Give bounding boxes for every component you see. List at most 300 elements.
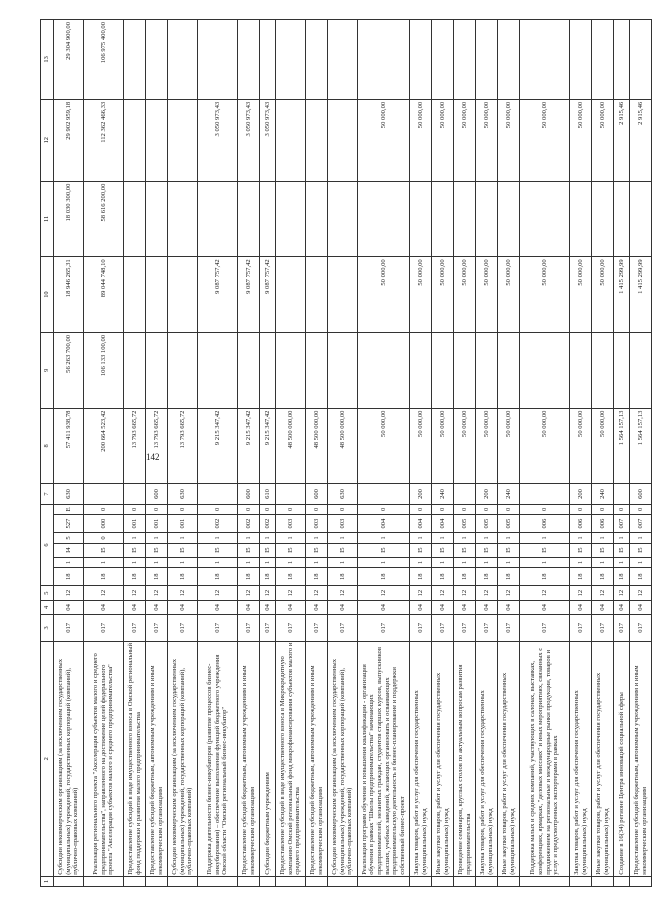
table-cell: 600 xyxy=(146,484,168,504)
table-cell: 12 xyxy=(410,586,432,600)
table-cell: Реализация программ обучения и повышения квалификации - организация обучения в рамках "Школы предпринимательства" начинающих предпринимателей, незанятых граждан, студентов старших курсов, выпускников высших, учебных заведений, желающих организовать и осваивающих предпринимательскую деятельность и бизнес-планирование и поддержки собственный бизнес-проект xyxy=(358,641,410,876)
table-cell xyxy=(276,181,306,257)
table-cell: 017 xyxy=(54,615,84,642)
table-cell xyxy=(84,484,124,504)
table-cell xyxy=(520,20,570,100)
table-cell: 04 xyxy=(454,600,476,614)
table-cell: 50 000,00 xyxy=(358,257,410,333)
table-cell: 18 946 265,31 xyxy=(54,257,84,333)
table-cell: I5 xyxy=(260,543,276,557)
table-cell: 18 xyxy=(198,568,238,586)
table-cell: 600 xyxy=(630,484,652,504)
table-cell: 50 000,00 xyxy=(410,99,432,181)
table-cell: 1 xyxy=(124,533,146,543)
table-cell: 50 000,00 xyxy=(592,257,614,333)
table-cell: 1 xyxy=(146,557,168,567)
table-cell: 50 000,00 xyxy=(454,257,476,333)
table-cell xyxy=(358,484,410,504)
table-cell: 04 xyxy=(358,600,410,614)
table-cell xyxy=(570,876,592,886)
table-cell xyxy=(306,257,328,333)
table-cell: 1 xyxy=(260,533,276,543)
table-cell: 017 xyxy=(432,615,454,642)
table-cell xyxy=(358,181,410,257)
table-row xyxy=(84,20,124,887)
table-cell xyxy=(328,99,358,181)
table-cell: 1 xyxy=(630,557,652,567)
table-cell: I5 xyxy=(520,543,570,557)
table-cell: 48 500 000,00 xyxy=(306,408,328,484)
table-cell: 04 xyxy=(630,600,652,614)
table-row xyxy=(54,20,84,887)
table-cell: Предоставление субсидий в виде имущественного взноса в Микрокредитную компанию Омский региональный фонд микрофинансирования субъектов малого и среднего предпринимательства xyxy=(276,641,306,876)
table-cell xyxy=(476,20,498,100)
table-cell xyxy=(328,876,358,886)
table-cell xyxy=(614,20,630,100)
table-cell: Создание в 16(34) регионе Центра инноваций социальной сферы xyxy=(614,641,630,876)
table-cell: 50 000,00 xyxy=(454,99,476,181)
table-cell xyxy=(168,99,198,181)
table-cell xyxy=(146,332,168,408)
table-cell xyxy=(410,332,432,408)
table-cell: 017 xyxy=(84,615,124,642)
table-cell xyxy=(260,20,276,100)
table-cell: 18 xyxy=(358,568,410,586)
table-cell: 1 xyxy=(238,557,260,567)
table-cell: 1 xyxy=(198,557,238,567)
table-cell: 005 xyxy=(498,514,520,532)
table-cell xyxy=(306,181,328,257)
table-cell: I5 xyxy=(476,543,498,557)
table-cell: 1 xyxy=(84,557,124,567)
table-cell: Субсидии некоммерческим организациям (за исключением государственных (муниципальных) учреждений, государственных корпораций (компаний), публично-правовых компаний) xyxy=(328,641,358,876)
table-cell xyxy=(630,332,652,408)
table-cell: 18 xyxy=(146,568,168,586)
table-cell: 1 415 299,99 xyxy=(614,257,630,333)
table-cell xyxy=(454,332,476,408)
table-cell xyxy=(410,20,432,100)
table-cell: 0 xyxy=(198,504,238,514)
table-cell: 017 xyxy=(146,615,168,642)
table-cell: 1 xyxy=(592,557,614,567)
table-cell xyxy=(306,99,328,181)
table-cell: 12 xyxy=(124,586,146,600)
table-cell: 1 xyxy=(476,557,498,567)
table-cell xyxy=(630,876,652,886)
table-cell xyxy=(614,876,630,886)
table-cell: 200 664 523,42 xyxy=(84,408,124,484)
table-cell xyxy=(306,20,328,100)
table-cell: 04 xyxy=(276,600,306,614)
table-cell: 630 xyxy=(328,484,358,504)
table-cell: 04 xyxy=(306,600,328,614)
table-cell: 002 xyxy=(260,514,276,532)
table-cell: 600 xyxy=(306,484,328,504)
header-cell: 4 xyxy=(41,600,54,614)
table-cell: 18 xyxy=(432,568,454,586)
table-cell: Поддержка малых и средних компаний, участвующих в салонах, выставках, конференциях, ярмарках, "деловых миссиях" и иных мероприятиях, связанных с продвижением на региональные и международные рынки продукции, товаров и услуг и предусмотренных экспортерами в рамках xyxy=(520,641,570,876)
table-cell: 04 xyxy=(198,600,238,614)
table-cell: 0 xyxy=(238,504,260,514)
table-cell: 18 xyxy=(276,568,306,586)
table-cell: 50 000,00 xyxy=(498,408,520,484)
table-cell: I5 xyxy=(198,543,238,557)
table-cell: 006 xyxy=(520,514,570,532)
table-cell: 106 975 400,00 xyxy=(84,20,124,100)
table-row xyxy=(328,20,358,887)
table-cell: 2 915,46 xyxy=(614,99,630,181)
table-cell: 003 xyxy=(306,514,328,532)
table-cell: 0 xyxy=(260,504,276,514)
table-row xyxy=(570,20,592,887)
table-cell: 50 000,00 xyxy=(520,408,570,484)
table-cell: 04 xyxy=(476,600,498,614)
table-cell: 017 xyxy=(498,615,520,642)
table-cell: 50 000,00 xyxy=(358,99,410,181)
table-cell: 1 xyxy=(198,533,238,543)
table-cell xyxy=(146,876,168,886)
table-cell: 1 xyxy=(328,533,358,543)
header-cell: 10 xyxy=(41,257,54,333)
table-cell xyxy=(276,332,306,408)
table-cell: 18 xyxy=(260,568,276,586)
table-cell xyxy=(358,876,410,886)
table-cell: 1 xyxy=(168,533,198,543)
table-cell: 106 133 100,00 xyxy=(84,332,124,408)
table-cell: 12 xyxy=(614,586,630,600)
table-cell: 0 xyxy=(432,504,454,514)
table-cell: 18 xyxy=(614,568,630,586)
table-cell: Поддержка деятельности бизнес-инкубаторов (развитие процессов бизнес-инкубирования) – обеспечение выполнения функций бюджетного учреждения Омской области "Омский региональный бизнес-инкубатор" xyxy=(198,641,238,876)
table-cell xyxy=(198,332,238,408)
table-cell: 3 050 973,43 xyxy=(198,99,238,181)
table-cell xyxy=(454,876,476,886)
table-cell: 001 xyxy=(146,514,168,532)
table-cell xyxy=(84,876,124,886)
table-row xyxy=(146,20,168,887)
header-cell: 13 xyxy=(41,20,54,100)
table-cell: 1 xyxy=(520,557,570,567)
table-row xyxy=(306,20,328,887)
table-cell: 017 xyxy=(328,615,358,642)
table-cell: 50 000,00 xyxy=(358,408,410,484)
table-cell: 0 xyxy=(454,504,476,514)
table-cell: Субсидии некоммерческим организациям (за исключением государственных (муниципальных) учреждений, государственных корпораций (компаний), публично-правовых компаний) xyxy=(168,641,198,876)
table-cell xyxy=(198,20,238,100)
table-cell: 9 087 757,42 xyxy=(198,257,238,333)
table-cell: I5 xyxy=(410,543,432,557)
table-cell xyxy=(520,876,570,886)
table-cell: 240 xyxy=(592,484,614,504)
table-cell xyxy=(454,20,476,100)
table-cell: 12 xyxy=(260,586,276,600)
table-cell: 004 xyxy=(358,514,410,532)
table-cell xyxy=(168,876,198,886)
table-cell: 017 xyxy=(276,615,306,642)
table-cell: 12 xyxy=(276,586,306,600)
table-cell: 0 xyxy=(570,504,592,514)
table-cell xyxy=(168,20,198,100)
table-cell xyxy=(520,332,570,408)
table-cell xyxy=(498,876,520,886)
table-cell: 017 xyxy=(570,615,592,642)
table-row xyxy=(124,20,146,887)
table-cell: 04 xyxy=(260,600,276,614)
table-cell: Иные закупки товаров, работ и услуг для обеспечения государственных (муниципальных) нужд xyxy=(592,641,614,876)
table-cell xyxy=(476,181,498,257)
table-cell xyxy=(476,332,498,408)
table-cell: 0 xyxy=(276,504,306,514)
table-cell: 005 xyxy=(476,514,498,532)
table-cell: 1 xyxy=(432,533,454,543)
table-cell: 017 xyxy=(454,615,476,642)
table-cell xyxy=(168,257,198,333)
table-cell xyxy=(520,484,570,504)
table-cell: 9 215 347,42 xyxy=(260,408,276,484)
table-cell: 50 000,00 xyxy=(570,99,592,181)
table-cell: I5 xyxy=(146,543,168,557)
table-cell xyxy=(238,181,260,257)
table-cell: 003 xyxy=(276,514,306,532)
table-cell: 1 xyxy=(498,557,520,567)
table-cell: 9 087 757,42 xyxy=(260,257,276,333)
table-cell xyxy=(168,181,198,257)
table-cell: 1 xyxy=(358,533,410,543)
table-cell: I5 xyxy=(592,543,614,557)
table-cell: 0 xyxy=(146,504,168,514)
table-cell: 12 xyxy=(630,586,652,600)
table-cell: 12 xyxy=(146,586,168,600)
table-cell xyxy=(146,257,168,333)
table-cell: 12 xyxy=(198,586,238,600)
table-cell: 13 793 665,72 xyxy=(146,408,168,484)
table-cell: 04 xyxy=(498,600,520,614)
table-cell: Предоставление субсидий бюджетным, автономным учреждениям и иным некоммерческим организациям xyxy=(238,641,260,876)
table-cell: 29 304 900,00 xyxy=(54,20,84,100)
table-cell: 1 xyxy=(238,533,260,543)
table-cell: 18 xyxy=(238,568,260,586)
table-cell: 0 xyxy=(410,504,432,514)
table-cell: 18 xyxy=(476,568,498,586)
table-cell: 007 xyxy=(614,514,630,532)
table-cell xyxy=(146,99,168,181)
page-number: 142 xyxy=(146,452,160,462)
table-cell: I5 xyxy=(84,543,124,557)
table-cell: 5 xyxy=(54,533,84,543)
table-row xyxy=(168,20,198,887)
table-cell: 50 000,00 xyxy=(432,99,454,181)
table-cell: 006 xyxy=(570,514,592,532)
table-cell: 12 xyxy=(54,586,84,600)
table-cell xyxy=(410,181,432,257)
table-cell xyxy=(476,876,498,886)
table-cell: Закупка товаров, работ и услуг для обеспечения государственных (муниципальных) нужд xyxy=(570,641,592,876)
table-cell xyxy=(454,484,476,504)
table-cell: 04 xyxy=(54,600,84,614)
table-cell xyxy=(306,332,328,408)
table-cell: 3 050 973,43 xyxy=(238,99,260,181)
table-cell: 50 000,00 xyxy=(410,408,432,484)
table-cell: 04 xyxy=(592,600,614,614)
table-cell xyxy=(238,332,260,408)
table-cell: 017 xyxy=(630,615,652,642)
table-cell xyxy=(358,20,410,100)
table-cell: 017 xyxy=(614,615,630,642)
table-cell xyxy=(328,332,358,408)
table-cell: I5 xyxy=(614,543,630,557)
table-cell: Предоставление субсидий бюджетным, автономным учреждениям и иным некоммерческим организациям xyxy=(306,641,328,876)
table-cell: 18 xyxy=(54,568,84,586)
table-cell: 12 xyxy=(358,586,410,600)
table-cell: 600 xyxy=(238,484,260,504)
table-cell: I5 xyxy=(498,543,520,557)
table-cell: 50 000,00 xyxy=(432,257,454,333)
table-cell xyxy=(198,876,238,886)
table-cell: 1 xyxy=(630,533,652,543)
table-cell: 001 xyxy=(124,514,146,532)
table-cell: 017 xyxy=(260,615,276,642)
table-row xyxy=(410,20,432,887)
table-cell: 3 050 973,43 xyxy=(260,99,276,181)
table-cell: 04 xyxy=(614,600,630,614)
table-cell: 18 xyxy=(306,568,328,586)
table-cell: 04 xyxy=(410,600,432,614)
table-cell: 527 xyxy=(54,514,84,532)
table-cell: 1 xyxy=(614,533,630,543)
table-cell: 1 xyxy=(432,557,454,567)
table-cell: 18 xyxy=(520,568,570,586)
table-cell: 12 xyxy=(592,586,614,600)
table-cell: 13 793 665,72 xyxy=(124,408,146,484)
header-cell: 2 xyxy=(41,641,54,876)
table-cell: 200 xyxy=(570,484,592,504)
table-row xyxy=(198,20,238,887)
table-row xyxy=(498,20,520,887)
table-row xyxy=(476,20,498,887)
table-cell: 13 793 665,72 xyxy=(168,408,198,484)
table-row xyxy=(260,20,276,887)
table-cell xyxy=(432,20,454,100)
table-cell xyxy=(630,181,652,257)
table-cell: 1 xyxy=(328,557,358,567)
table-cell xyxy=(124,876,146,886)
table-cell: 112 362 466,33 xyxy=(84,99,124,181)
table-cell: 017 xyxy=(238,615,260,642)
table-cell: Проведение семинаров, круглых столов по актуальным вопросам развития предпринимательства xyxy=(454,641,476,876)
budget-table xyxy=(40,19,652,887)
table-cell xyxy=(570,181,592,257)
header-cell: 6 xyxy=(41,504,54,586)
table-cell: 50 000,00 xyxy=(476,257,498,333)
table-cell: 1 xyxy=(520,533,570,543)
table-cell: 50 000,00 xyxy=(476,99,498,181)
table-cell xyxy=(410,876,432,886)
table-cell: 1 xyxy=(306,533,328,543)
table-row xyxy=(358,20,410,887)
header-cell: 11 xyxy=(41,181,54,257)
table-cell: 1 xyxy=(410,557,432,567)
table-cell: 50 000,00 xyxy=(432,408,454,484)
table-cell: 1 xyxy=(498,533,520,543)
table-cell: I5 xyxy=(570,543,592,557)
table-cell: 005 xyxy=(454,514,476,532)
table-cell xyxy=(276,876,306,886)
table-cell: 04 xyxy=(146,600,168,614)
table-cell xyxy=(432,876,454,886)
table-cell: 9 215 347,42 xyxy=(198,408,238,484)
table-cell: 50 000,00 xyxy=(520,99,570,181)
table-cell: 1 564 157,13 xyxy=(630,408,652,484)
table-row xyxy=(520,20,570,887)
table-cell: 04 xyxy=(168,600,198,614)
table-cell xyxy=(592,876,614,886)
table-cell xyxy=(276,257,306,333)
table-cell: 0 xyxy=(614,504,630,514)
table-cell xyxy=(124,99,146,181)
table-cell: I5 xyxy=(306,543,328,557)
table-cell xyxy=(328,181,358,257)
table-cell: 12 xyxy=(238,586,260,600)
table-cell: I5 xyxy=(328,543,358,557)
budget-table-rotated xyxy=(40,19,648,887)
table-cell: 04 xyxy=(520,600,570,614)
table-cell: 003 xyxy=(328,514,358,532)
table-cell: 017 xyxy=(410,615,432,642)
table-cell xyxy=(124,332,146,408)
table-cell: 18 xyxy=(168,568,198,586)
table-cell: I4 xyxy=(54,543,84,557)
table-cell xyxy=(276,99,306,181)
table-cell: 1 xyxy=(260,557,276,567)
table-cell: 0 xyxy=(306,504,328,514)
table-cell: I5 xyxy=(168,543,198,557)
table-cell: Субсидии некоммерческим организациям (за исключением государственных (муниципальных) учреждений, государственных корпораций (компаний), публично-правовых компаний) xyxy=(54,641,84,876)
table-cell: 18 xyxy=(124,568,146,586)
table-cell: 1 xyxy=(454,557,476,567)
table-cell xyxy=(54,876,84,886)
table-cell: 1 xyxy=(476,533,498,543)
table-cell: 50 000,00 xyxy=(520,257,570,333)
table-cell: I5 xyxy=(124,543,146,557)
table-cell: 007 xyxy=(630,514,652,532)
table-row xyxy=(238,20,260,887)
table-cell xyxy=(198,181,238,257)
table-cell: 240 xyxy=(498,484,520,504)
table-cell: 12 xyxy=(498,586,520,600)
table-cell: Е xyxy=(54,504,84,514)
table-cell: I5 xyxy=(358,543,410,557)
table-cell: 50 000,00 xyxy=(570,257,592,333)
table-cell: 50 000,00 xyxy=(454,408,476,484)
table-cell: 1 xyxy=(276,557,306,567)
table-cell: 1 xyxy=(124,557,146,567)
table-cell: 200 xyxy=(410,484,432,504)
table-cell: 04 xyxy=(432,600,454,614)
table-cell: 2 915,46 xyxy=(630,99,652,181)
table-cell: 48 500 000,00 xyxy=(328,408,358,484)
table-cell: 04 xyxy=(570,600,592,614)
table-cell: I5 xyxy=(276,543,306,557)
table-cell: 017 xyxy=(592,615,614,642)
table-cell: 1 xyxy=(146,533,168,543)
table-cell: 0 xyxy=(358,504,410,514)
table-cell: Субсидии бюджетным учреждениям xyxy=(260,641,276,876)
table-cell: 1 xyxy=(54,557,84,567)
table-cell: Предоставление субсидий бюджетным, автономным учреждениям и иным некоммерческим организациям xyxy=(630,641,652,876)
table-cell: 240 xyxy=(432,484,454,504)
table-cell: 1 xyxy=(454,533,476,543)
table-cell: 1 xyxy=(570,557,592,567)
